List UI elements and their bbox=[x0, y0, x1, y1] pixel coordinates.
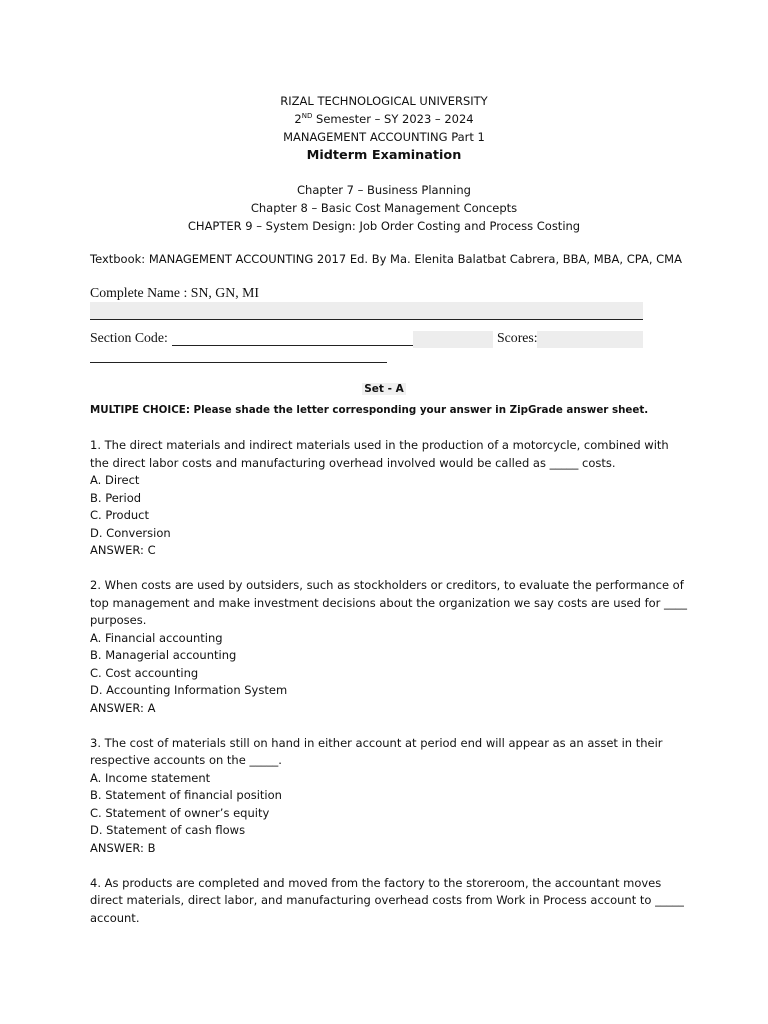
chapter-item: Chapter 8 – Basic Cost Management Concepts bbox=[250, 200, 518, 215]
question-2 bbox=[90, 577, 690, 717]
scores-field[interactable] bbox=[90, 362, 387, 363]
answer-option: A. Income statement bbox=[90, 770, 211, 785]
question-stem: 1. The direct materials and indirect materials used in the production of a motorcycle, combined with the direct labor costs and manufacturing overhead involved would be called as _____ costs. bbox=[90, 438, 669, 470]
course-name: MANAGEMENT ACCOUNTING Part 1 bbox=[283, 129, 485, 144]
answer-key: ANSWER: A bbox=[90, 700, 156, 715]
answer-key: ANSWER: C bbox=[90, 543, 156, 557]
textbook-reference: Textbook: MANAGEMENT ACCOUNTING 2017 Ed. By Ma. Elenita Balatbat Cabrera, BBA, MBA, CPA, CMA bbox=[90, 252, 682, 266]
question-stem: 3. The cost of materials still on hand in either account at period end will appear as an asset in their respective accounts on the _____. bbox=[90, 735, 663, 767]
answer-option: B. Statement of financial position bbox=[90, 788, 282, 802]
university-name: RIZAL TECHNOLOGICAL UNIVERSITY bbox=[280, 94, 488, 108]
question-3 bbox=[90, 735, 690, 858]
set-label: Set - A bbox=[364, 383, 404, 395]
semester-line: 2ND Semester – SY 2023 – 2024 bbox=[294, 111, 474, 126]
answer-option: B. Managerial accounting bbox=[90, 648, 237, 662]
question-stem: 2. When costs are used by outsiders, such as stockholders or creditors, to evaluate the performance of top management and make investment decisions about the organization we say costs are used for ____ purposes. bbox=[90, 578, 688, 627]
chapter-item: CHAPTER 9 – System Design: Job Order Costing and Process Costing bbox=[187, 218, 581, 233]
section-code-label: Section Code: bbox=[90, 330, 168, 345]
question-stem: 4. As products are completed and moved from the factory to the storeroom, the accountant moves direct materials, direct labor, and manufacturing overhead costs from Work in Process account to _____ account. bbox=[90, 875, 684, 925]
scores-label: Scores: bbox=[497, 330, 538, 345]
chapter-item: Chapter 7 – Business Planning bbox=[297, 183, 471, 197]
complete-name-label: Complete Name : SN, GN, MI bbox=[90, 285, 259, 300]
section-field-shade bbox=[413, 331, 493, 348]
set-label-wrap bbox=[0, 377, 768, 396]
answer-option: D. Accounting Information System bbox=[90, 683, 288, 697]
answer-option: C. Product bbox=[90, 508, 150, 522]
chapter-list bbox=[0, 182, 768, 235]
scores-field-shade bbox=[537, 331, 643, 348]
answer-option: A. Financial accounting bbox=[90, 630, 223, 645]
complete-name-field[interactable] bbox=[90, 302, 643, 320]
question-1 bbox=[90, 437, 690, 560]
question-4 bbox=[90, 875, 690, 928]
exam-header bbox=[0, 93, 768, 166]
answer-key: ANSWER: B bbox=[90, 840, 156, 855]
question-list bbox=[90, 437, 690, 945]
instructions: MULTIPE CHOICE: Please shade the letter corresponding your answer in ZipGrade answer sheet. bbox=[90, 404, 649, 416]
answer-option: A. Direct bbox=[90, 473, 140, 487]
answer-option: C. Cost accounting bbox=[90, 665, 199, 680]
exam-title: Midterm Examination bbox=[306, 148, 462, 164]
section-code-field[interactable] bbox=[172, 345, 413, 346]
answer-option: B. Period bbox=[90, 490, 142, 505]
answer-option: D. Conversion bbox=[90, 525, 171, 540]
answer-option: D. Statement of cash flows bbox=[90, 823, 246, 837]
answer-option: C. Statement of owner’s equity bbox=[90, 805, 270, 820]
